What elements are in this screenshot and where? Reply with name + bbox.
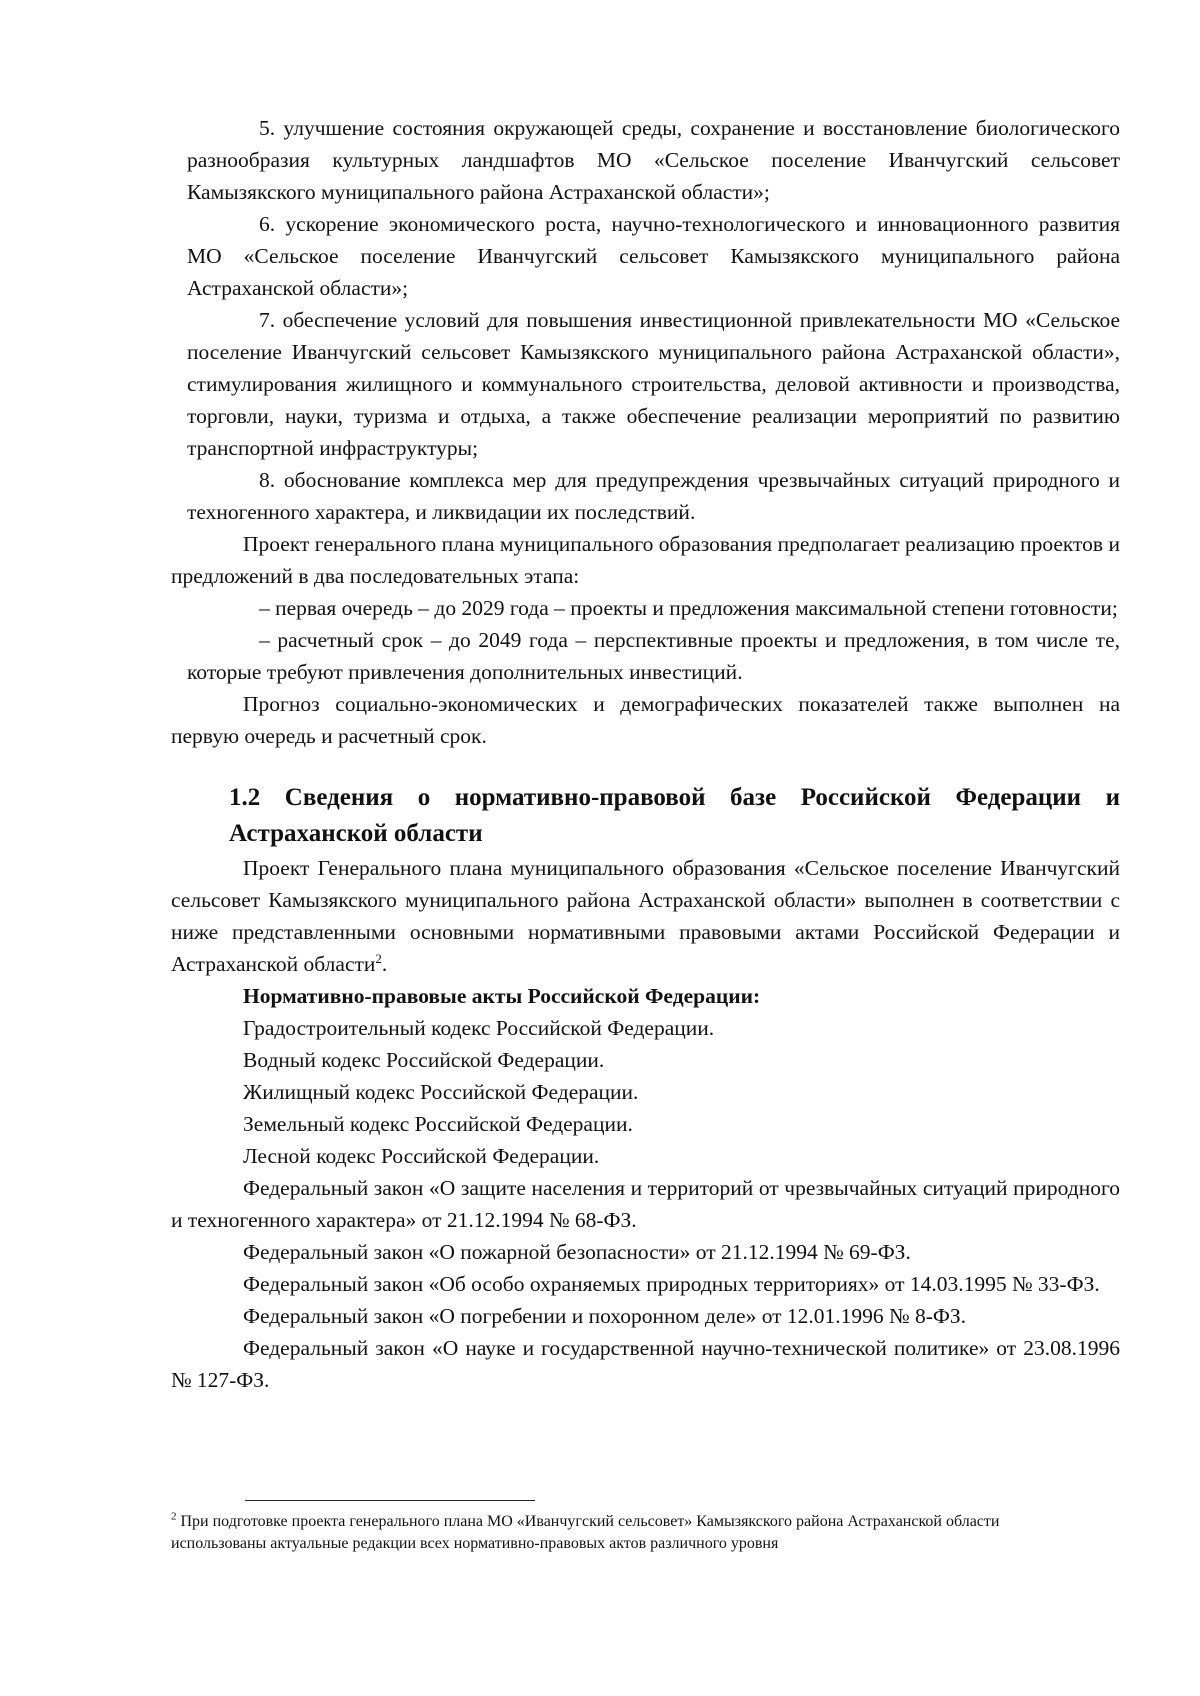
footnote-marker: 2 (171, 1510, 177, 1523)
act-item: Федеральный закон «О защите населения и территорий от чрезвычайных ситуаций природного и техногенного характера» от 21.12.1994 № 68-ФЗ. (171, 1176, 1120, 1232)
section-heading: 1.2 Сведения о нормативно-правовой базе Российской Федерации и Астраханской области (229, 784, 1120, 847)
act-item: Лесной кодекс Российской Федерации. (243, 1144, 600, 1168)
section-intro-text: Проект Генерального плана муниципального образования «Сельское поселение Иванчугский сельсовет Камызякского муниципального района Астраханской области» выполнен в соответствии с ниже представленными основными нормативными правовыми актами Российской Федерации и Астраханской области (171, 856, 1120, 976)
footnote-separator (245, 1500, 535, 1501)
stage-first: – первая очередь – до 2029 года – проекты и предложения максимальной степени готовности; (259, 596, 1118, 620)
goal-item-7: 7. обеспечение условий для повышения инвестиционной привлекательности МО «Сельское поселение Иванчугский сельсовет Камызякского муниципального района Астраханской области», стимулирования жилищного и коммунального строительства, деловой активности и производства, торговли, науки, туризма и отдыха, а также обеспечение реализации мероприятий по развитию транспортной инфраструктуры; (187, 308, 1120, 460)
act-item: Жилищный кодекс Российской Федерации. (243, 1080, 639, 1104)
goal-item-8: 8. обоснование комплекса мер для предупреждения чрезвычайных ситуаций природного и техногенного характера, и ликвидации их последствий. (187, 468, 1120, 524)
footnote-text: При подготовке проекта генерального плана МО «Иванчугский сельсовет» Камызякского района Астраханской области использованы актуальные редакции всех нормативно-правовых актов различного уровня (171, 1513, 1000, 1552)
stages-intro: Проект генерального плана муниципального образования предполагает реализацию проектов и предложений в два последовательных этапа: (171, 532, 1120, 588)
forecast-paragraph: Прогноз социально-экономических и демографических показателей также выполнен на первую очередь и расчетный срок. (171, 692, 1120, 748)
act-item: Градостроительный кодекс Российской Федерации. (243, 1016, 715, 1040)
act-item: Федеральный закон «О погребении и похоронном деле» от 12.01.1996 № 8-ФЗ. (243, 1304, 966, 1328)
footnote-reference[interactable]: 2 (375, 950, 382, 966)
footnote (171, 1511, 1051, 1555)
goal-item-5: 5. улучшение состояния окружающей среды, сохранение и восстановление биологического разнообразия культурных ландшафтов МО «Сельское поселение Иванчугский сельсовет Камызякского муниципального района Астраханской области»; (187, 116, 1120, 204)
goal-item-6: 6. ускорение экономического роста, научно-технологического и инновационного развития МО «Сельское поселение Иванчугский сельсовет Камызякского муниципального района Астраханской области»; (187, 212, 1120, 300)
section-intro: Проект Генерального плана муниципального образования «Сельское поселение Иванчугский сельсовет Камызякского муниципального района Астраханской области» выполнен в соответствии с ниже представленными основными нормативными правовыми актами Российской Федерации и Астраханской области$^2$. (171, 856, 1120, 976)
stage-final: – расчетный срок – до 2049 года – перспективные проекты и предложения, в том числе те, которые требуют привлечения дополнительных инвестиций. (187, 628, 1120, 684)
act-item: Федеральный закон «Об особо охраняемых природных территориях» от 14.03.1995 № 33-ФЗ. (243, 1272, 1100, 1296)
act-item: Федеральный закон «О пожарной безопасности» от 21.12.1994 № 69-ФЗ. (243, 1240, 911, 1264)
subheading-federal-acts: Нормативно-правовые акты Российской Федерации: (243, 984, 761, 1008)
act-item: Земельный кодекс Российской Федерации. (243, 1112, 633, 1136)
act-item: Федеральный закон «О науке и государственной научно-технической политике» от 23.08.1996 № 127-ФЗ. (171, 1336, 1120, 1392)
act-item: Водный кодекс Российской Федерации. (243, 1048, 605, 1072)
